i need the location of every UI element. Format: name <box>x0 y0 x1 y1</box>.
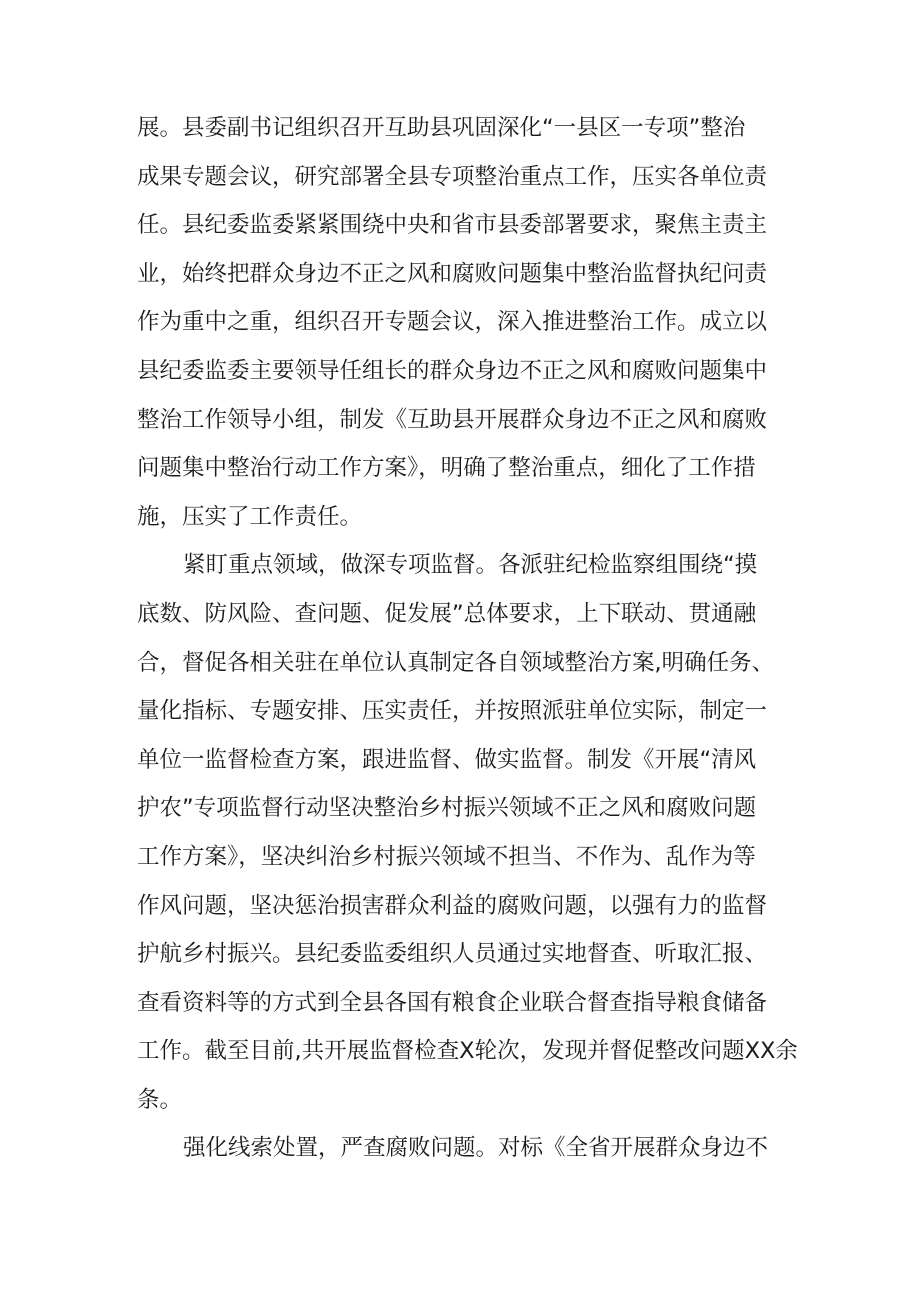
paragraph-first-line: 紧盯重点领域，做深专项监督。各派驻纪检监察组围绕“摸 <box>183 552 758 579</box>
paragraph-first-line: 强化线索处置，严查腐败问题。对标《全省开展群众身边不 <box>183 1135 769 1162</box>
text-line: 作为重中之重，组织召开专题会议，深入推进整治工作。成立以 <box>137 309 768 336</box>
text-line: 护农”专项监督行动坚决整治乡村振兴领域不正之风和腐败问题 <box>137 795 757 822</box>
text-line: 工作。截至目前,共开展监督检查X轮次，发现并督促整改问题XX余 <box>137 1038 798 1065</box>
text-line: 县纪委监委主要领导任组长的群众身边不正之风和腐败问题集中 <box>137 357 768 384</box>
text-line: 问题集中整治行动工作方案》，明确了整治重点，细化了工作措 <box>137 455 756 482</box>
text-line: 成果专题会议，研究部署全县专项整治重点工作，压实各单位责 <box>137 163 768 190</box>
text-line: 条。 <box>137 1086 183 1113</box>
text-line: 查看资料等的方式到全县各国有粮食企业联合督查指导粮食储备 <box>137 989 768 1016</box>
text-line: 合，督促各相关驻在单位认真制定各自领域整治方案,明确任务、 <box>137 649 775 676</box>
text-line: 业，始终把群众身边不正之风和腐败问题集中整治监督执纪问责 <box>137 260 768 287</box>
text-line: 量化指标、专题安排、压实责任，并按照派驻单位实际，制定一 <box>137 698 768 725</box>
document-body <box>137 104 797 1173</box>
text-line: 施，压实了工作责任。 <box>137 503 363 530</box>
text-line: 展。县委副书记组织召开互助县巩固深化“一县区一专项”整治 <box>137 115 746 141</box>
text-line: 护航乡村振兴。县纪委监委组织人员通过实地督查、听取汇报、 <box>137 941 768 968</box>
text-line: 单位一监督检查方案，跟进监督、做实监督。制发《开展“清风 <box>137 746 757 773</box>
text-line: 底数、防风险、查问题、促发展”总体要求，上下联动、贯通融 <box>137 600 757 627</box>
text-line: 作风问题，坚决惩治损害群众利益的腐败问题，以强有力的监督 <box>137 892 768 919</box>
text-line: 整治工作领导小组，制发《互助县开展群众身边不正之风和腐败 <box>137 406 768 433</box>
text-line: 任。县纪委监委紧紧围绕中央和省市县委部署要求，聚焦主责主 <box>137 212 768 239</box>
text-line: 工作方案》，坚决纠治乡村振兴领域不担当、不作为、乱作为等 <box>137 843 756 870</box>
